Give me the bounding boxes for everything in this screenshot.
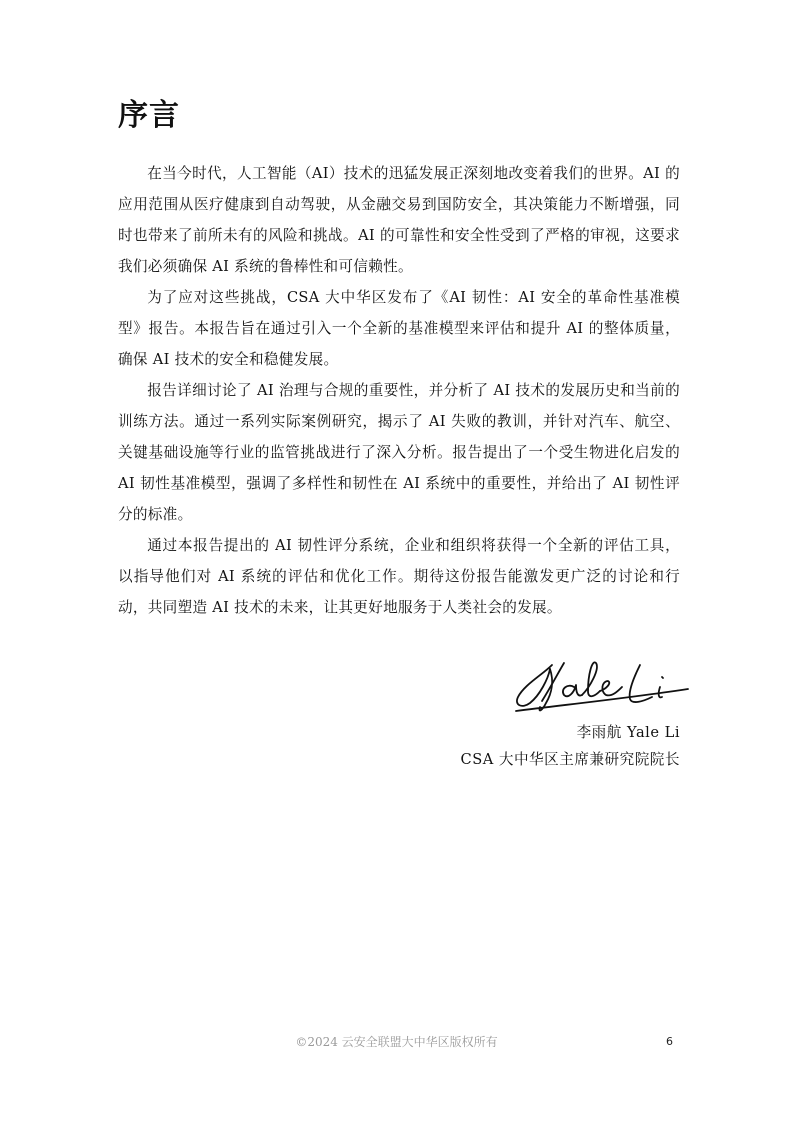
paragraph: 通过本报告提出的 AI 韧性评分系统，企业和组织将获得一个全新的评估工具，以指导他们对 AI 系统的评估和优化工作。期待这份报告能激发更广泛的讨论和行动，共同塑造 AI 技术的未来，让其更好地服务于人类社会的发展。 [118, 537, 680, 616]
page-number: 6 [666, 1035, 673, 1048]
paragraph: 为了应对这些挑战，CSA 大中华区发布了《AI 韧性：AI 安全的革命性基准模型》报告。本报告旨在通过引入一个全新的基准模型来评估和提升 AI 的整体质量，确保 AI 技术的安全和稳健发展。 [118, 289, 680, 368]
paragraph: 报告详细讨论了 AI 治理与合规的重要性，并分析了 AI 技术的发展历史和当前的训练方法。通过一系列实际案例研究，揭示了 AI 失败的教训，并针对汽车、航空、关键基础设施等行业的监管挑战进行了深入分析。报告提出了一个受生物进化启发的 AI 韧性基准模型，强调了多样性和韧性在 AI 系统中的重要性，并给出了 AI 韧性评分的标准。 [118, 382, 680, 523]
handwritten-signature [512, 655, 692, 717]
signer-name: 李雨航 Yale Li [576, 724, 680, 741]
footer-copyright: ©2024 云安全联盟大中华区版权所有 [295, 1035, 498, 1049]
preface-body [118, 158, 680, 623]
paragraph: 在当今时代，人工智能（AI）技术的迅猛发展正深刻地改变着我们的世界。AI 的应用范围从医疗健康到自动驾驶，从金融交易到国防安全，其决策能力不断增强，同时也带来了前所未有的风险和挑战。AI 的可靠性和安全性受到了严格的审视，这要求我们必须确保 AI 系统的鲁棒性和可信赖性。 [118, 165, 680, 275]
page-title: 序言 [118, 98, 180, 133]
signer-title: CSA 大中华区主席兼研究院院长 [460, 751, 680, 768]
